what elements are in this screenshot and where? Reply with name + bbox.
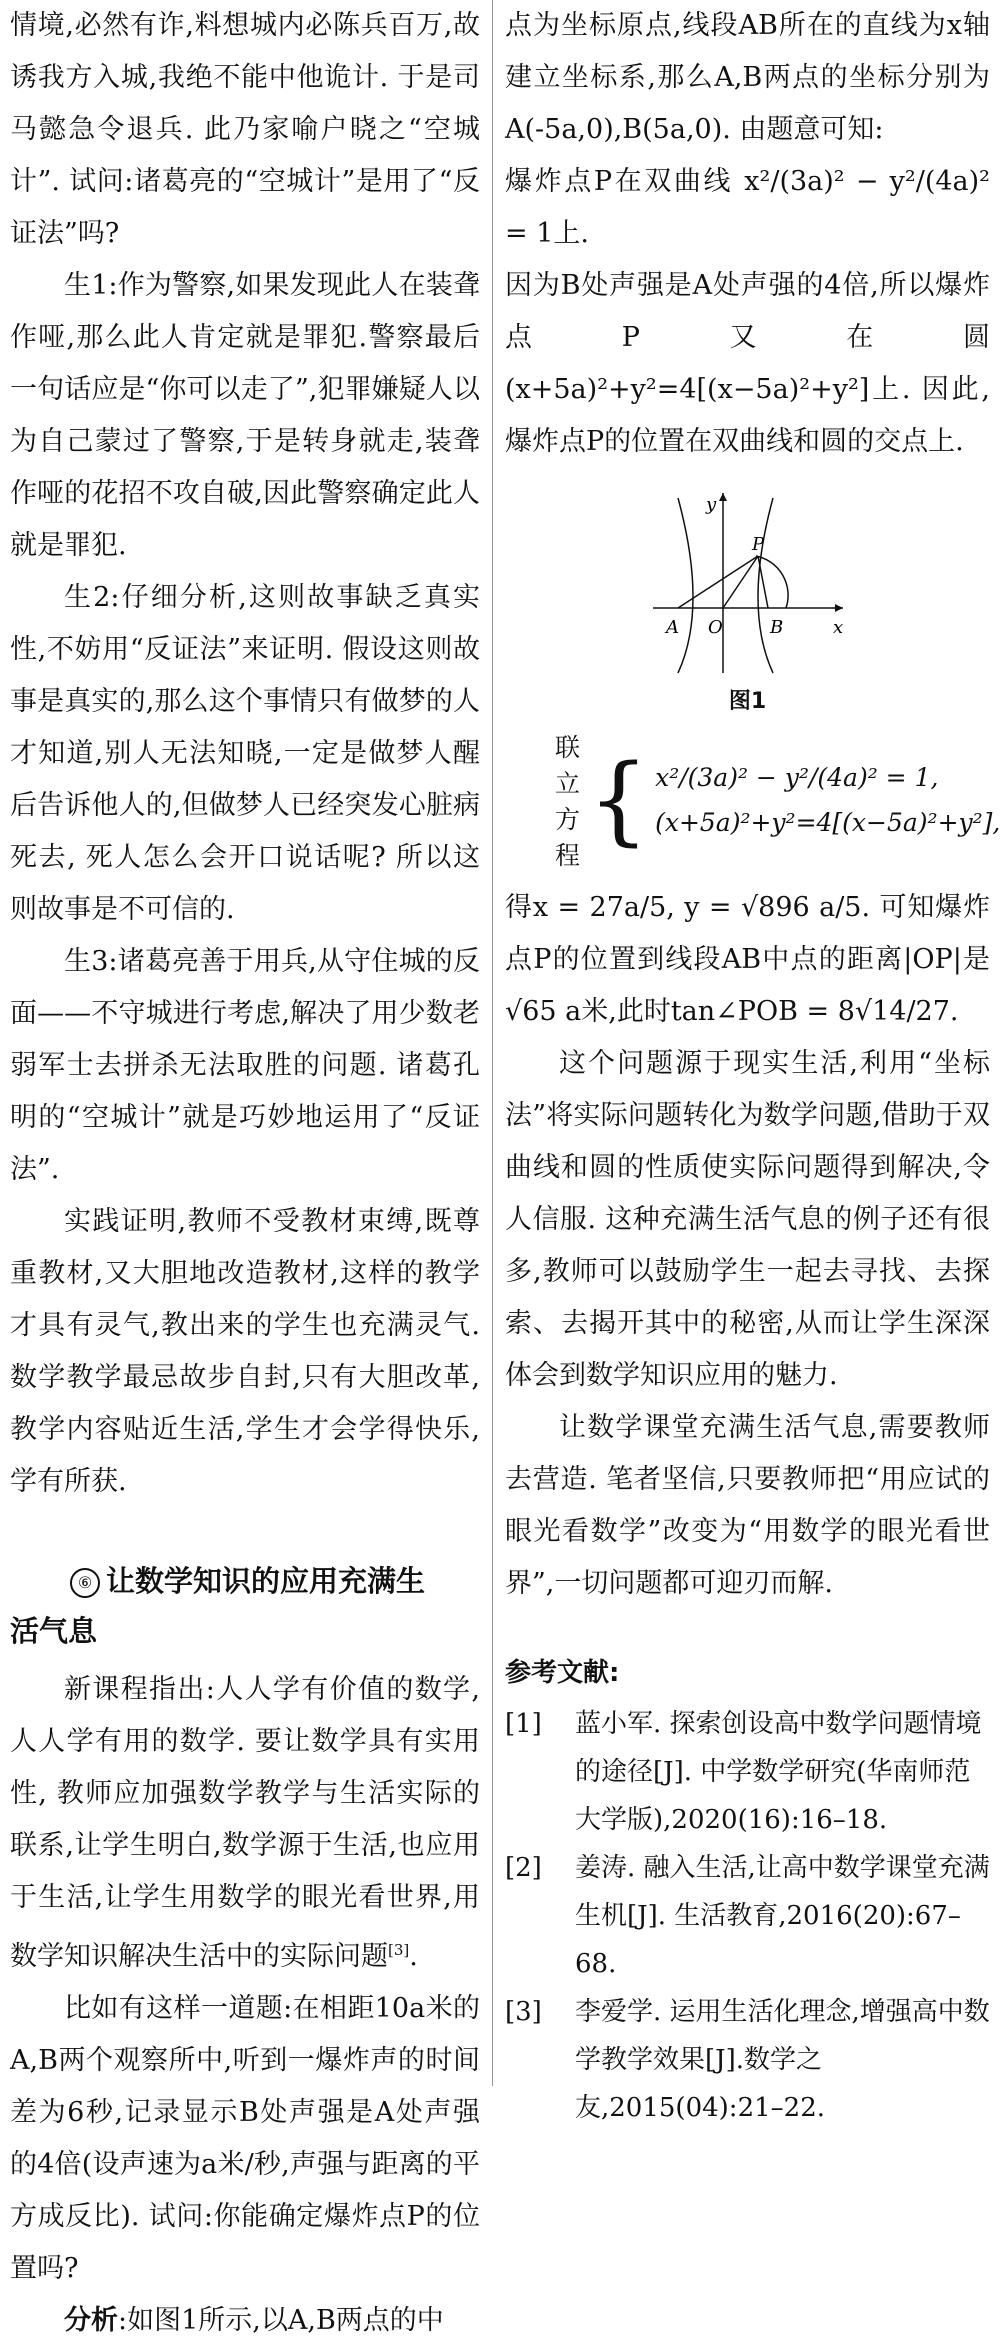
paragraph: 让数学课堂充满生活气息,需要教师去营造. 笔者坚信,只要教师把“用应试的眼光看数学”改变为“用数学的眼光看世界”,一切问题都可迎刃而解.: [505, 1412, 990, 1599]
reference-number: [1]: [505, 1709, 542, 1739]
reference-item: [505, 1988, 990, 2132]
segment-BP: [758, 556, 768, 608]
references-list: [505, 1700, 990, 2132]
system-label: 联立方程: [555, 733, 581, 870]
paragraph: 爆炸点P在双曲线 x²/(3a)² − y²/(4a)² = 1上.: [505, 166, 990, 249]
hyperbola-left-branch: [678, 498, 693, 673]
heading-line-2: 活气息: [10, 1614, 98, 1648]
paragraph-end: .: [409, 1941, 418, 1972]
segment-OP: [723, 556, 758, 608]
segment-AP: [678, 556, 758, 608]
equation-1: x²/(3a)² − y²/(4a)² = 1,: [655, 763, 939, 792]
point-A-label: A: [665, 617, 679, 638]
figure-caption: 图1: [728, 689, 767, 714]
paragraph: 生2:仔细分析,这则故事缺乏真实性,不妨用“反证法”来证明. 假设这则故事是真实的,那么这个事情只有做梦的人才知道,别人无法知晓,一定是做梦人醒后告诉他人的,但做梦人已经突发心脏病死去, 死人怎么会开口说话呢? 所以这则故事是不可信的.: [10, 582, 480, 925]
paragraph: 情境,必然有诈,料想城内必陈兵百万,故诱我方入城,我绝不能中他诡计. 于是司马懿急令退兵. 此乃家喻户晓之“空城计”. 试问:诸葛亮的“空城计”是用了“反证法”吗?: [10, 10, 480, 249]
references-title: 参考文献:: [505, 1658, 620, 1688]
equation-system: [555, 728, 1000, 872]
reference-item: [505, 1844, 990, 1988]
equation-2: (x+5a)²+y²=4[(x−5a)²+y²],: [655, 808, 1000, 837]
paragraph: 这个问题源于现实生活,利用“坐标法”将实际问题转化为数学问题,借助于双曲线和圆的性质使实际问题得到解决,令人信服. 这种充满生活气息的例子还有很多,教师可以鼓励学生一起去寻找、去探索、去揭开其中的秘密,从而让学生深深体会到数学知识应用的魅力.: [505, 1048, 990, 1391]
circle-arc: [756, 556, 788, 608]
paragraph: 比如有这样一道题:在相距10a米的A,B两个观察所中,听到一爆炸声的时间差为6秒,记录显示B处声强是A处声强的4倍(设声速为a米/秒,声强与距离的平方成反比). 试问:你能确定爆炸点P的位置吗?: [10, 1993, 480, 2284]
heading-line-1: 让数学知识的应用充满生: [106, 1564, 426, 1598]
paragraph: [10, 2295, 480, 2347]
citation-mark: [3]: [388, 1941, 410, 1959]
paragraph: 生1:作为警察,如果发现此人在装聋作哑,那么此人肯定就是罪犯.警察最后一句话应是“你可以走了”,犯罪嫌疑人以为自己蒙过了警察,于是转身就走,装聋作哑的花招不攻自破,因此警察确定此人就是罪犯.: [10, 270, 480, 561]
reference-item: [505, 1700, 990, 1844]
x-axis-label: x: [832, 617, 843, 638]
paragraph-text: :如图1所示,以A,B两点的中: [118, 2305, 444, 2336]
paragraph: [10, 1664, 480, 1983]
point-O-label: O: [707, 617, 723, 638]
equations: [655, 763, 1000, 837]
section-heading: [10, 1556, 480, 1656]
hyperbola-right-branch: [758, 498, 773, 673]
y-axis-label: y: [705, 494, 716, 515]
y-axis-arrow: [719, 493, 727, 501]
reference-number: [2]: [505, 1853, 542, 1883]
paragraph: 生3:诸葛亮善于用兵,从守住城的反面——不守城进行考虑,解决了用少数老弱军士去拼杀无法取胜的问题. 诸葛孔明的“空城计”就是巧妙地运用了“反证法”.: [10, 946, 480, 1185]
paragraph: 实践证明,教师不受教材束缚,既尊重教材,又大胆地改造教材,这样的教学才具有灵气,教出来的学生也充满灵气. 数学教学最忌故步自封,只有大胆改革,教学内容贴近生活,学生才会学得快乐,学有所获.: [10, 1206, 480, 1497]
reference-number: [3]: [505, 1997, 542, 2027]
reference-text: 李爱学. 运用生活化理念,增强高中数学教学效果[J].数学之友,2015(04):21–22.: [575, 1997, 990, 2123]
point-B-label: B: [769, 617, 783, 638]
right-column: [505, 0, 1000, 2132]
analysis-label: 分析: [64, 2305, 118, 2336]
paragraph: 点为坐标原点,线段AB所在的直线为x轴建立坐标系,那么A,B两点的坐标分别为A(-5a,0),B(5a,0). 由题意可知:: [505, 10, 990, 145]
section-number-icon: ⑥: [70, 1568, 100, 1598]
figure-1: [505, 488, 990, 722]
point-P-label: P: [751, 534, 764, 555]
left-brace-icon: {: [588, 744, 650, 856]
left-column: [10, 0, 480, 2347]
hyperbola-circle-diagram: [648, 488, 848, 678]
reference-text: 姜涛. 融入生活,让高中数学课堂充满生机[J]. 生活教育,2016(20):67–68.: [575, 1853, 990, 1979]
paragraph: 因为B处声强是A处声强的4倍,所以爆炸点P又在圆(x+5a)²+y²=4[(x−5a)²+y²]上. 因此,爆炸点P的位置在双曲线和圆的交点上.: [505, 270, 990, 457]
column-divider: [492, 0, 493, 2086]
reference-text: 蓝小军. 探索创设高中数学问题情境的途径[J]. 中学数学研究(华南师范大学版),2020(16):16–18.: [575, 1709, 982, 1835]
paragraph: 得x = 27a/5, y = √896 a/5. 可知爆炸点P的位置到线段AB中点的距离|OP|是√65 a米,此时tan∠POB = 8√14/27.: [505, 892, 990, 1027]
paragraph-text: 新课程指出:人人学有价值的数学,人人学有用的数学. 要让数学具有实用性, 教师应加强数学教学与生活实际的联系,让学生明白,数学源于生活,也应用于生活,让学生用数学的眼光看世界,用数学知识解决生活中的实际问题: [10, 1674, 480, 1972]
x-axis-arrow: [835, 604, 843, 612]
